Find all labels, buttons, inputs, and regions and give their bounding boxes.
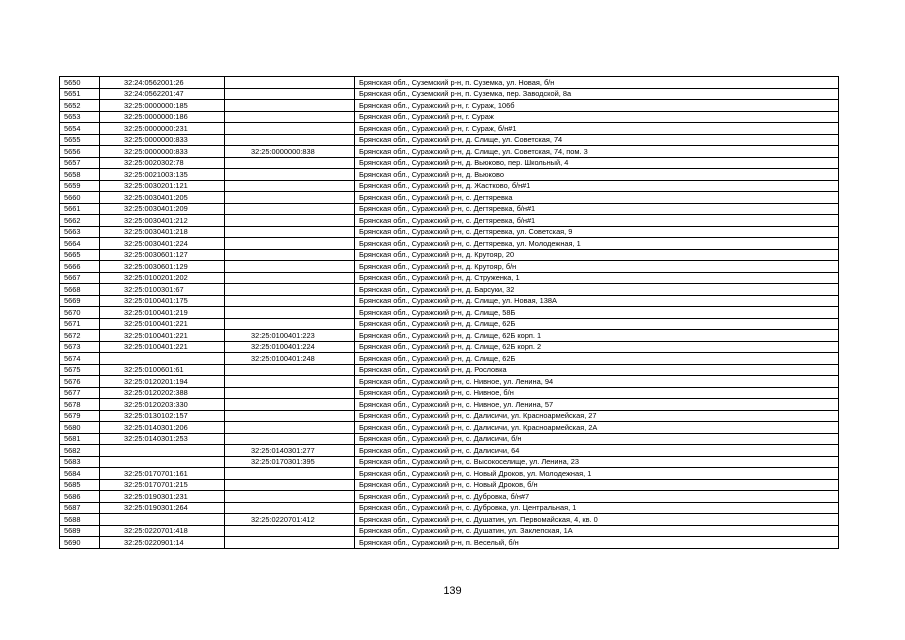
cadastral-number-cell: 32:25:0021003:135 xyxy=(100,169,225,181)
row-number-cell: 5682 xyxy=(60,445,100,457)
table-row xyxy=(60,284,839,296)
row-number-cell: 5664 xyxy=(60,238,100,250)
related-cadastral-number-cell xyxy=(225,422,355,434)
address-cell: Брянская обл., Суражский р-н, д. Жастково, б/н#1 xyxy=(355,180,839,192)
address-cell: Брянская обл., Суражский р-н, с. Далисичи, ул. Красноармейская, 2А xyxy=(355,422,839,434)
address-cell: Брянская обл., Суражский р-н, с. Дегтяревка, б/н#1 xyxy=(355,215,839,227)
address-cell: Брянская обл., Суражский р-н, д. Рословка xyxy=(355,364,839,376)
cadastral-number-cell: 32:25:0170701:215 xyxy=(100,479,225,491)
cadastral-number-cell: 32:25:0100301:67 xyxy=(100,284,225,296)
row-number-cell: 5661 xyxy=(60,203,100,215)
related-cadastral-number-cell xyxy=(225,238,355,250)
cadastral-number-cell: 32:25:0030401:218 xyxy=(100,226,225,238)
row-number-cell: 5674 xyxy=(60,353,100,365)
address-cell: Брянская обл., Суражский р-н, д. Слище, ул. Новая, 138А xyxy=(355,295,839,307)
cadastral-number-cell: 32:25:0000000:833 xyxy=(100,146,225,158)
address-cell: Брянская обл., Суражский р-н, с. Высокоселище, ул. Ленина, 23 xyxy=(355,456,839,468)
cadastral-number-cell: 32:25:0120202:388 xyxy=(100,387,225,399)
table-row xyxy=(60,272,839,284)
cadastral-number-cell: 32:25:0190301:264 xyxy=(100,502,225,514)
row-number-cell: 5660 xyxy=(60,192,100,204)
related-cadastral-number-cell xyxy=(225,134,355,146)
related-cadastral-number-cell xyxy=(225,226,355,238)
table-row xyxy=(60,376,839,388)
cadastral-number-cell: 32:25:0100401:221 xyxy=(100,318,225,330)
related-cadastral-number-cell xyxy=(225,318,355,330)
cadastral-number-cell xyxy=(100,456,225,468)
row-number-cell: 5680 xyxy=(60,422,100,434)
cadastral-number-cell: 32:25:0190301:231 xyxy=(100,491,225,503)
related-cadastral-number-cell xyxy=(225,433,355,445)
address-cell: Брянская обл., Суражский р-н, п. Веселый, б/н xyxy=(355,537,839,549)
row-number-cell: 5672 xyxy=(60,330,100,342)
cadastral-number-cell: 32:25:0030201:121 xyxy=(100,180,225,192)
cadastral-number-cell xyxy=(100,514,225,526)
table-row xyxy=(60,203,839,215)
row-number-cell: 5677 xyxy=(60,387,100,399)
row-number-cell: 5666 xyxy=(60,261,100,273)
table-row xyxy=(60,445,839,457)
related-cadastral-number-cell xyxy=(225,123,355,135)
related-cadastral-number-cell: 32:25:0170301:395 xyxy=(225,456,355,468)
table-row xyxy=(60,123,839,135)
related-cadastral-number-cell: 32:25:0220701:412 xyxy=(225,514,355,526)
address-cell: Брянская обл., Суражский р-н, с. Новый Дроков, ул. Молодежная, 1 xyxy=(355,468,839,480)
row-number-cell: 5690 xyxy=(60,537,100,549)
table-row xyxy=(60,169,839,181)
row-number-cell: 5676 xyxy=(60,376,100,388)
related-cadastral-number-cell xyxy=(225,100,355,112)
address-cell: Брянская обл., Суражский р-н, с. Нивное, б/н xyxy=(355,387,839,399)
table-row xyxy=(60,364,839,376)
address-cell: Брянская обл., Суражский р-н, д. Слище, 58Б xyxy=(355,307,839,319)
row-number-cell: 5684 xyxy=(60,468,100,480)
cadastral-number-cell: 32:25:0140301:253 xyxy=(100,433,225,445)
related-cadastral-number-cell xyxy=(225,88,355,100)
row-number-cell: 5681 xyxy=(60,433,100,445)
cadastral-number-cell: 32:25:0100401:221 xyxy=(100,330,225,342)
cadastral-number-cell: 32:25:0030401:205 xyxy=(100,192,225,204)
address-cell: Брянская обл., Суражский р-н, с. Далисичи, б/н xyxy=(355,433,839,445)
property-registry-table xyxy=(59,76,839,549)
cadastral-number-cell: 32:25:0120203:330 xyxy=(100,399,225,411)
related-cadastral-number-cell xyxy=(225,203,355,215)
address-cell: Брянская обл., Суражский р-н, д. Слище, ул. Советская, 74, пом. 3 xyxy=(355,146,839,158)
related-cadastral-number-cell xyxy=(225,295,355,307)
table-row xyxy=(60,410,839,422)
address-cell: Брянская обл., Суражский р-н, с. Нивное, ул. Ленина, 94 xyxy=(355,376,839,388)
table-row xyxy=(60,433,839,445)
related-cadastral-number-cell xyxy=(225,387,355,399)
row-number-cell: 5689 xyxy=(60,525,100,537)
table-row xyxy=(60,525,839,537)
related-cadastral-number-cell: 32:25:0100401:224 xyxy=(225,341,355,353)
related-cadastral-number-cell xyxy=(225,284,355,296)
row-number-cell: 5687 xyxy=(60,502,100,514)
row-number-cell: 5667 xyxy=(60,272,100,284)
address-cell: Брянская обл., Суражский р-н, г. Сураж, б/н#1 xyxy=(355,123,839,135)
address-cell: Брянская обл., Суражский р-н, д. Крутояр, 20 xyxy=(355,249,839,261)
table-row xyxy=(60,100,839,112)
cadastral-number-cell: 32:25:0100201:202 xyxy=(100,272,225,284)
address-cell: Брянская обл., Суражский р-н, д. Слище, ул. Советская, 74 xyxy=(355,134,839,146)
table-row xyxy=(60,387,839,399)
row-number-cell: 5653 xyxy=(60,111,100,123)
table-row xyxy=(60,146,839,158)
table-row xyxy=(60,479,839,491)
cadastral-number-cell: 32:25:0100401:175 xyxy=(100,295,225,307)
table-row xyxy=(60,261,839,273)
address-cell: Брянская обл., Суземский р-н, п. Суземка, пер. Заводской, 8а xyxy=(355,88,839,100)
row-number-cell: 5658 xyxy=(60,169,100,181)
cadastral-number-cell: 32:24:0562001:26 xyxy=(100,77,225,89)
address-cell: Брянская обл., Суражский р-н, д. Вьюково, пер. Школьный, 4 xyxy=(355,157,839,169)
row-number-cell: 5678 xyxy=(60,399,100,411)
address-cell: Брянская обл., Суражский р-н, д. Слище, 62Б корп. 2 xyxy=(355,341,839,353)
row-number-cell: 5686 xyxy=(60,491,100,503)
row-number-cell: 5668 xyxy=(60,284,100,296)
cadastral-number-cell: 32:25:0030601:129 xyxy=(100,261,225,273)
table-row xyxy=(60,537,839,549)
cadastral-number-cell: 32:25:0000000:186 xyxy=(100,111,225,123)
row-number-cell: 5670 xyxy=(60,307,100,319)
cadastral-number-cell: 32:25:0130102:157 xyxy=(100,410,225,422)
table-row xyxy=(60,341,839,353)
address-cell: Брянская обл., Суражский р-н, с. Душатин, ул. Первомайская, 4, кв. 0 xyxy=(355,514,839,526)
table-row xyxy=(60,491,839,503)
related-cadastral-number-cell xyxy=(225,307,355,319)
row-number-cell: 5654 xyxy=(60,123,100,135)
cadastral-number-cell: 32:25:0030401:209 xyxy=(100,203,225,215)
row-number-cell: 5657 xyxy=(60,157,100,169)
address-cell: Брянская обл., Суражский р-н, д. Вьюково xyxy=(355,169,839,181)
row-number-cell: 5662 xyxy=(60,215,100,227)
row-number-cell: 5669 xyxy=(60,295,100,307)
related-cadastral-number-cell xyxy=(225,537,355,549)
address-cell: Брянская обл., Суражский р-н, д. Слище, 62Б xyxy=(355,353,839,365)
address-cell: Брянская обл., Суражский р-н, д. Крутояр, б/н xyxy=(355,261,839,273)
related-cadastral-number-cell xyxy=(225,364,355,376)
row-number-cell: 5650 xyxy=(60,77,100,89)
table-row xyxy=(60,180,839,192)
address-cell: Брянская обл., Суражский р-н, д. Барсуки, 32 xyxy=(355,284,839,296)
cadastral-number-cell: 32:25:0020302:78 xyxy=(100,157,225,169)
table-row xyxy=(60,192,839,204)
address-cell: Брянская обл., Суражский р-н, г. Сураж xyxy=(355,111,839,123)
row-number-cell: 5665 xyxy=(60,249,100,261)
table-row xyxy=(60,295,839,307)
related-cadastral-number-cell xyxy=(225,525,355,537)
cadastral-number-cell: 32:25:0120201:194 xyxy=(100,376,225,388)
table-row xyxy=(60,399,839,411)
address-cell: Брянская обл., Суражский р-н, с. Дегтяревка, ул. Советская, 9 xyxy=(355,226,839,238)
row-number-cell: 5675 xyxy=(60,364,100,376)
address-cell: Брянская обл., Суражский р-н, с. Дубровка, б/н#7 xyxy=(355,491,839,503)
table-row xyxy=(60,318,839,330)
related-cadastral-number-cell xyxy=(225,410,355,422)
table-row xyxy=(60,77,839,89)
related-cadastral-number-cell: 32:25:0100401:248 xyxy=(225,353,355,365)
related-cadastral-number-cell xyxy=(225,261,355,273)
cadastral-number-cell xyxy=(100,353,225,365)
table-row xyxy=(60,111,839,123)
row-number-cell: 5659 xyxy=(60,180,100,192)
row-number-cell: 5652 xyxy=(60,100,100,112)
table-row xyxy=(60,456,839,468)
cadastral-number-cell: 32:25:0100401:219 xyxy=(100,307,225,319)
cadastral-number-cell: 32:25:0100601:61 xyxy=(100,364,225,376)
address-cell: Брянская обл., Суземский р-н, п. Суземка, ул. Новая, б/н xyxy=(355,77,839,89)
row-number-cell: 5688 xyxy=(60,514,100,526)
address-cell: Брянская обл., Суражский р-н, д. Струженка, 1 xyxy=(355,272,839,284)
related-cadastral-number-cell xyxy=(225,169,355,181)
cadastral-number-cell: 32:25:0170701:161 xyxy=(100,468,225,480)
address-cell: Брянская обл., Суражский р-н, д. Слище, 62Б корп. 1 xyxy=(355,330,839,342)
cadastral-number-cell: 32:25:0220901:14 xyxy=(100,537,225,549)
table-row xyxy=(60,249,839,261)
table-row xyxy=(60,88,839,100)
table-body xyxy=(60,77,839,549)
table-row xyxy=(60,238,839,250)
related-cadastral-number-cell: 32:25:0140301:277 xyxy=(225,445,355,457)
cadastral-number-cell: 32:25:0000000:231 xyxy=(100,123,225,135)
cadastral-number-cell: 32:25:0100401:221 xyxy=(100,341,225,353)
row-number-cell: 5655 xyxy=(60,134,100,146)
address-cell: Брянская обл., Суражский р-н, с. Далисичи, ул. Красноармейская, 27 xyxy=(355,410,839,422)
related-cadastral-number-cell: 32:25:0100401:223 xyxy=(225,330,355,342)
related-cadastral-number-cell xyxy=(225,376,355,388)
table-row xyxy=(60,422,839,434)
address-cell: Брянская обл., Суражский р-н, с. Далисичи, 64 xyxy=(355,445,839,457)
table-row xyxy=(60,157,839,169)
cadastral-number-cell: 32:25:0220701:418 xyxy=(100,525,225,537)
table-row xyxy=(60,134,839,146)
related-cadastral-number-cell xyxy=(225,479,355,491)
row-number-cell: 5651 xyxy=(60,88,100,100)
table-row xyxy=(60,468,839,480)
table-row xyxy=(60,226,839,238)
address-cell: Брянская обл., Суражский р-н, с. Дегтяревка, ул. Молодежная, 1 xyxy=(355,238,839,250)
address-cell: Брянская обл., Суражский р-н, с. Нивное, ул. Ленина, 57 xyxy=(355,399,839,411)
related-cadastral-number-cell xyxy=(225,157,355,169)
related-cadastral-number-cell xyxy=(225,111,355,123)
address-cell: Брянская обл., Суражский р-н, с. Дегтяревка, б/н#1 xyxy=(355,203,839,215)
related-cadastral-number-cell xyxy=(225,468,355,480)
address-cell: Брянская обл., Суражский р-н, д. Слище, 62Б xyxy=(355,318,839,330)
address-cell: Брянская обл., Суражский р-н, с. Дегтяревка xyxy=(355,192,839,204)
cadastral-number-cell: 32:25:0000000:185 xyxy=(100,100,225,112)
cadastral-number-cell: 32:25:0030401:212 xyxy=(100,215,225,227)
cadastral-number-cell: 32:25:0030601:127 xyxy=(100,249,225,261)
related-cadastral-number-cell xyxy=(225,192,355,204)
cadastral-number-cell: 32:25:0000000:833 xyxy=(100,134,225,146)
row-number-cell: 5673 xyxy=(60,341,100,353)
row-number-cell: 5683 xyxy=(60,456,100,468)
related-cadastral-number-cell xyxy=(225,272,355,284)
row-number-cell: 5663 xyxy=(60,226,100,238)
table-row xyxy=(60,514,839,526)
table-row xyxy=(60,215,839,227)
row-number-cell: 5679 xyxy=(60,410,100,422)
cadastral-number-cell: 32:24:0562201:47 xyxy=(100,88,225,100)
cadastral-number-cell: 32:25:0030401:224 xyxy=(100,238,225,250)
table-row xyxy=(60,330,839,342)
related-cadastral-number-cell xyxy=(225,491,355,503)
address-cell: Брянская обл., Суражский р-н, г. Сураж, 106б xyxy=(355,100,839,112)
row-number-cell: 5656 xyxy=(60,146,100,158)
cadastral-number-cell: 32:25:0140301:206 xyxy=(100,422,225,434)
related-cadastral-number-cell xyxy=(225,399,355,411)
page-number: 139 xyxy=(443,585,462,597)
related-cadastral-number-cell xyxy=(225,215,355,227)
related-cadastral-number-cell xyxy=(225,249,355,261)
cadastral-number-cell xyxy=(100,445,225,457)
address-cell: Брянская обл., Суражский р-н, с. Новый Дроков, б/н xyxy=(355,479,839,491)
address-cell: Брянская обл., Суражский р-н, с. Душатин, ул. Заклепская, 1А xyxy=(355,525,839,537)
row-number-cell: 5671 xyxy=(60,318,100,330)
related-cadastral-number-cell xyxy=(225,502,355,514)
related-cadastral-number-cell xyxy=(225,77,355,89)
related-cadastral-number-cell xyxy=(225,180,355,192)
table-row xyxy=(60,307,839,319)
table-row xyxy=(60,502,839,514)
row-number-cell: 5685 xyxy=(60,479,100,491)
related-cadastral-number-cell: 32:25:0000000:838 xyxy=(225,146,355,158)
table-row xyxy=(60,353,839,365)
address-cell: Брянская обл., Суражский р-н, с. Дубровка, ул. Центральная, 1 xyxy=(355,502,839,514)
